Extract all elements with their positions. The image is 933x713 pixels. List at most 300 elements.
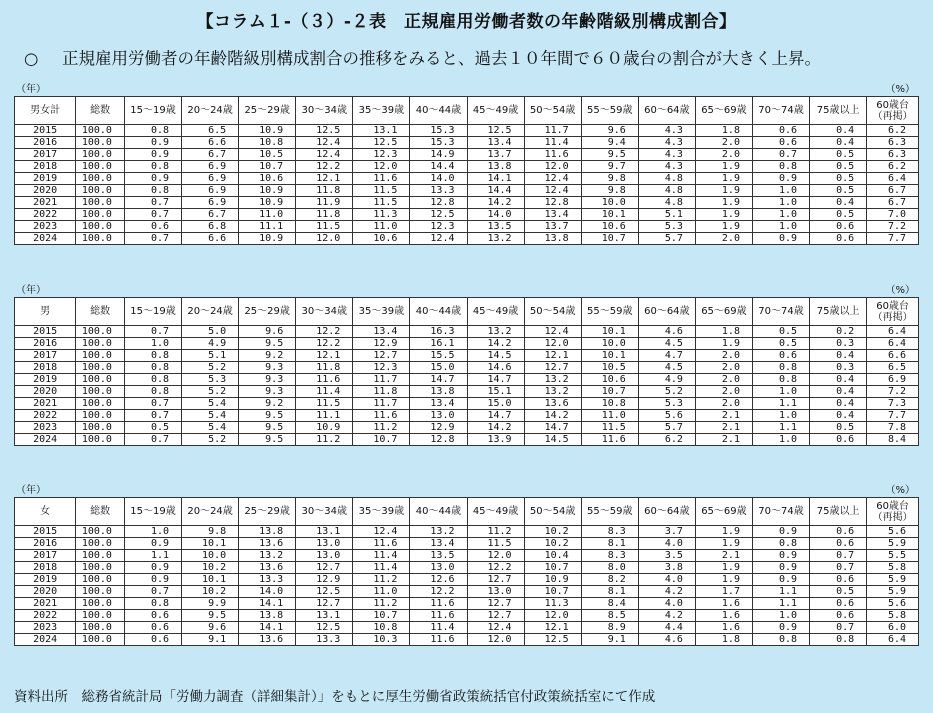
value-cell: 11.4: [353, 562, 410, 574]
value-cell: 6.5: [867, 362, 919, 374]
value-cell: 12.0: [524, 161, 581, 173]
value-cell: 11.4: [353, 550, 410, 562]
value-cell: 9.7: [581, 161, 638, 173]
value-cell: 11.6: [410, 610, 467, 622]
value-cell: 8.9: [581, 622, 638, 634]
value-cell: 0.4: [810, 197, 867, 209]
value-cell: 0.7: [124, 197, 181, 209]
value-cell: 11.5: [296, 398, 353, 410]
value-cell: 13.0: [296, 550, 353, 562]
value-cell: 5.2: [638, 386, 695, 398]
header-age: 20～24歳: [182, 298, 239, 326]
year-cell: 2020: [15, 386, 76, 398]
value-cell: 5.2: [182, 386, 239, 398]
value-cell: 0.8: [752, 634, 809, 646]
value-cell: 1.0: [752, 386, 809, 398]
header-age: 15～19歳: [124, 97, 181, 125]
value-cell: 10.5: [581, 362, 638, 374]
value-cell: 12.5: [410, 209, 467, 221]
unit-row: [14, 485, 919, 497]
value-cell: 0.9: [752, 550, 809, 562]
value-cell: 5.6: [867, 598, 919, 610]
value-cell: 12.4: [296, 149, 353, 161]
value-cell: 4.3: [638, 161, 695, 173]
table-female: [14, 497, 919, 646]
header-age: 15～19歳: [124, 298, 181, 326]
header-age: 25～29歳: [239, 298, 296, 326]
header-age: 70～74歳: [752, 298, 809, 326]
value-cell: 10.8: [239, 137, 296, 149]
value-cell: 0.6: [752, 350, 809, 362]
value-cell: 1.6: [695, 598, 752, 610]
value-cell: 13.1: [296, 526, 353, 538]
value-cell: 0.7: [124, 586, 181, 598]
value-cell: 4.6: [638, 634, 695, 646]
value-cell: 11.4: [296, 386, 353, 398]
value-cell: 10.8: [581, 398, 638, 410]
header-age: 60～64歳: [638, 498, 695, 526]
value-cell: 0.4: [810, 386, 867, 398]
table-row: [15, 634, 919, 646]
header-age: 25～29歳: [239, 97, 296, 125]
value-cell: 7.3: [867, 398, 919, 410]
value-cell: 0.6: [810, 221, 867, 233]
value-cell: 0.7: [124, 233, 181, 245]
value-cell: 12.5: [296, 586, 353, 598]
header-sixties-line2: （再掲）: [872, 511, 913, 523]
value-cell: 12.5: [353, 137, 410, 149]
value-cell: 6.9: [867, 374, 919, 386]
value-cell: 0.6: [124, 221, 181, 233]
value-cell: 10.9: [524, 574, 581, 586]
header-row: [15, 498, 919, 526]
value-cell: 0.7: [124, 410, 181, 422]
table-row: [15, 338, 919, 350]
value-cell: 10.9: [296, 422, 353, 434]
value-cell: 13.0: [410, 410, 467, 422]
value-cell: 12.9: [296, 574, 353, 586]
value-cell: 6.8: [182, 221, 239, 233]
value-cell: 11.8: [296, 209, 353, 221]
value-cell: 1.1: [752, 586, 809, 598]
value-cell: 0.9: [124, 562, 181, 574]
value-cell: 3.5: [638, 550, 695, 562]
value-cell: 100.0: [76, 622, 125, 634]
value-cell: 10.7: [581, 233, 638, 245]
year-cell: 2024: [15, 233, 76, 245]
header-age: 50～54歳: [524, 97, 581, 125]
value-cell: 0.5: [810, 209, 867, 221]
value-cell: 12.9: [410, 422, 467, 434]
header-age: 55～59歳: [581, 498, 638, 526]
value-cell: 6.6: [182, 137, 239, 149]
value-cell: 10.1: [581, 350, 638, 362]
value-cell: 13.0: [296, 538, 353, 550]
table-row: [15, 598, 919, 610]
header-age: 30～34歳: [296, 498, 353, 526]
table-row: [15, 422, 919, 434]
value-cell: 1.9: [695, 574, 752, 586]
value-cell: 9.4: [581, 137, 638, 149]
value-cell: 5.5: [867, 550, 919, 562]
value-cell: 1.0: [124, 338, 181, 350]
table-row: [15, 125, 919, 137]
value-cell: 6.3: [867, 137, 919, 149]
value-cell: 100.0: [76, 610, 125, 622]
value-cell: 11.6: [581, 434, 638, 446]
value-cell: 5.2: [182, 434, 239, 446]
value-cell: 7.7: [867, 233, 919, 245]
value-cell: 2.1: [695, 410, 752, 422]
value-cell: 100.0: [76, 209, 125, 221]
value-cell: 12.6: [410, 574, 467, 586]
value-cell: 12.5: [467, 125, 524, 137]
value-cell: 13.2: [524, 386, 581, 398]
value-cell: 10.6: [353, 233, 410, 245]
value-cell: 0.4: [810, 350, 867, 362]
value-cell: 12.5: [296, 622, 353, 634]
value-cell: 4.3: [638, 137, 695, 149]
value-cell: 12.5: [524, 634, 581, 646]
header-total: 総数: [76, 498, 125, 526]
value-cell: 1.0: [124, 526, 181, 538]
value-cell: 100.0: [76, 526, 125, 538]
value-cell: 0.4: [810, 374, 867, 386]
value-cell: 8.5: [581, 610, 638, 622]
year-cell: 2019: [15, 574, 76, 586]
value-cell: 5.8: [867, 610, 919, 622]
table-row: [15, 149, 919, 161]
value-cell: 11.6: [353, 410, 410, 422]
value-cell: 6.6: [867, 350, 919, 362]
value-cell: 3.7: [638, 526, 695, 538]
year-cell: 2024: [15, 434, 76, 446]
value-cell: 9.6: [239, 326, 296, 338]
value-cell: 11.3: [353, 209, 410, 221]
value-cell: 13.2: [239, 550, 296, 562]
value-cell: 11.6: [410, 598, 467, 610]
value-cell: 12.7: [467, 598, 524, 610]
value-cell: 4.9: [638, 374, 695, 386]
value-cell: 0.6: [810, 233, 867, 245]
value-cell: 11.5: [296, 221, 353, 233]
value-cell: 0.6: [810, 434, 867, 446]
value-cell: 4.5: [638, 338, 695, 350]
year-cell: 2023: [15, 622, 76, 634]
value-cell: 11.6: [353, 538, 410, 550]
value-cell: 10.1: [581, 326, 638, 338]
value-cell: 12.2: [467, 562, 524, 574]
value-cell: 10.7: [353, 434, 410, 446]
header-age: 55～59歳: [581, 97, 638, 125]
value-cell: 100.0: [76, 233, 125, 245]
value-cell: 5.9: [867, 586, 919, 598]
value-cell: 15.3: [410, 125, 467, 137]
value-cell: 11.6: [296, 374, 353, 386]
table-row: [15, 326, 919, 338]
header-sixties-line1: 60歳台: [876, 300, 909, 312]
value-cell: 14.7: [467, 410, 524, 422]
value-cell: 5.2: [182, 362, 239, 374]
value-cell: 10.2: [524, 526, 581, 538]
header-age: 40～44歳: [410, 97, 467, 125]
value-cell: 13.4: [410, 538, 467, 550]
header-age: 35～39歳: [353, 498, 410, 526]
value-cell: 1.6: [695, 610, 752, 622]
value-cell: 0.7: [810, 550, 867, 562]
year-cell: 2024: [15, 634, 76, 646]
value-cell: 13.8: [467, 161, 524, 173]
value-cell: 9.8: [182, 526, 239, 538]
header-age: 35～39歳: [353, 97, 410, 125]
table-row: [15, 374, 919, 386]
value-cell: 13.0: [467, 586, 524, 598]
value-cell: 0.9: [124, 173, 181, 185]
value-cell: 8.0: [581, 562, 638, 574]
value-cell: 14.2: [467, 197, 524, 209]
value-cell: 6.2: [638, 434, 695, 446]
value-cell: 4.2: [638, 586, 695, 598]
value-cell: 13.8: [239, 610, 296, 622]
table-row: [15, 538, 919, 550]
value-cell: 0.2: [810, 326, 867, 338]
value-cell: 10.2: [182, 562, 239, 574]
value-cell: 1.9: [695, 173, 752, 185]
year-cell: 2020: [15, 185, 76, 197]
value-cell: 100.0: [76, 125, 125, 137]
value-cell: 13.8: [239, 526, 296, 538]
table-block-total: [14, 84, 919, 245]
value-cell: 14.5: [467, 350, 524, 362]
value-cell: 100.0: [76, 422, 125, 434]
value-cell: 1.9: [695, 538, 752, 550]
value-cell: 10.1: [182, 538, 239, 550]
table-row: [15, 137, 919, 149]
source-note: 資料出所 総務省統計局「労働力調査（詳細集計）」をもとに厚生労働省政策統括官付政策統括室にて作成: [14, 689, 656, 705]
value-cell: 11.7: [353, 374, 410, 386]
value-cell: 12.8: [410, 434, 467, 446]
value-cell: 13.1: [296, 610, 353, 622]
group-label: 女: [15, 498, 76, 526]
value-cell: 14.1: [239, 598, 296, 610]
header-age: 75歳以上: [810, 97, 867, 125]
value-cell: 1.0: [752, 410, 809, 422]
value-cell: 6.5: [182, 125, 239, 137]
header-age: 45～49歳: [467, 498, 524, 526]
value-cell: 1.1: [752, 422, 809, 434]
value-cell: 5.1: [638, 209, 695, 221]
value-cell: 15.1: [467, 386, 524, 398]
table-row: [15, 410, 919, 422]
value-cell: 11.2: [467, 526, 524, 538]
value-cell: 10.7: [524, 586, 581, 598]
value-cell: 4.0: [638, 538, 695, 550]
value-cell: 1.1: [752, 598, 809, 610]
value-cell: 13.4: [410, 398, 467, 410]
value-cell: 100.0: [76, 562, 125, 574]
value-cell: 8.2: [581, 574, 638, 586]
value-cell: 10.3: [353, 634, 410, 646]
value-cell: 6.2: [867, 161, 919, 173]
header-row: [15, 97, 919, 125]
value-cell: 5.9: [867, 538, 919, 550]
value-cell: 0.8: [124, 598, 181, 610]
value-cell: 0.7: [124, 398, 181, 410]
value-cell: 13.2: [524, 374, 581, 386]
value-cell: 12.4: [410, 233, 467, 245]
value-cell: 12.0: [524, 338, 581, 350]
value-cell: 13.5: [467, 221, 524, 233]
value-cell: 0.8: [124, 362, 181, 374]
value-cell: 0.6: [810, 610, 867, 622]
value-cell: 9.5: [239, 410, 296, 422]
value-cell: 14.1: [239, 622, 296, 634]
table-block-female: [14, 485, 919, 646]
value-cell: 9.3: [239, 374, 296, 386]
value-cell: 9.5: [239, 338, 296, 350]
value-cell: 13.2: [410, 526, 467, 538]
value-cell: 13.5: [410, 550, 467, 562]
value-cell: 11.2: [353, 598, 410, 610]
value-cell: 100.0: [76, 221, 125, 233]
value-cell: 100.0: [76, 386, 125, 398]
value-cell: 0.9: [752, 562, 809, 574]
value-cell: 11.1: [239, 221, 296, 233]
header-age: 45～49歳: [467, 97, 524, 125]
value-cell: 0.6: [124, 622, 181, 634]
value-cell: 6.7: [867, 197, 919, 209]
value-cell: 0.7: [124, 209, 181, 221]
value-cell: 13.6: [524, 398, 581, 410]
value-cell: 6.9: [182, 173, 239, 185]
value-cell: 0.8: [124, 374, 181, 386]
header-age: 55～59歳: [581, 298, 638, 326]
value-cell: 15.5: [410, 350, 467, 362]
value-cell: 11.9: [296, 197, 353, 209]
value-cell: 2.0: [695, 350, 752, 362]
value-cell: 0.7: [124, 326, 181, 338]
value-cell: 11.3: [524, 598, 581, 610]
value-cell: 9.5: [581, 149, 638, 161]
header-sixties-line1: 60歳台: [876, 99, 909, 111]
value-cell: 9.3: [239, 386, 296, 398]
value-cell: 12.8: [410, 197, 467, 209]
value-cell: 13.7: [467, 149, 524, 161]
value-cell: 0.7: [810, 622, 867, 634]
value-cell: 0.4: [810, 125, 867, 137]
value-cell: 12.0: [467, 550, 524, 562]
value-cell: 0.5: [124, 422, 181, 434]
value-cell: 7.8: [867, 422, 919, 434]
value-cell: 15.3: [410, 137, 467, 149]
value-cell: 0.9: [124, 149, 181, 161]
value-cell: 10.7: [239, 161, 296, 173]
value-cell: 10.9: [239, 233, 296, 245]
value-cell: 12.0: [296, 233, 353, 245]
value-cell: 11.5: [353, 185, 410, 197]
value-cell: 10.6: [581, 374, 638, 386]
value-cell: 8.1: [581, 538, 638, 550]
value-cell: 10.9: [239, 125, 296, 137]
year-cell: 2018: [15, 161, 76, 173]
value-cell: 1.0: [752, 434, 809, 446]
value-cell: 6.7: [182, 149, 239, 161]
value-cell: 9.3: [239, 362, 296, 374]
value-cell: 13.2: [467, 326, 524, 338]
value-cell: 15.0: [410, 362, 467, 374]
value-cell: 100.0: [76, 362, 125, 374]
value-cell: 1.0: [752, 221, 809, 233]
unit-row: [14, 285, 919, 297]
table-row: [15, 197, 919, 209]
year-cell: 2022: [15, 610, 76, 622]
value-cell: 14.4: [410, 161, 467, 173]
year-cell: 2019: [15, 374, 76, 386]
value-cell: 100.0: [76, 374, 125, 386]
value-cell: 1.0: [752, 209, 809, 221]
value-cell: 0.9: [752, 574, 809, 586]
value-cell: 14.7: [410, 374, 467, 386]
value-cell: 13.4: [467, 137, 524, 149]
value-cell: 1.6: [695, 622, 752, 634]
value-cell: 5.1: [182, 350, 239, 362]
header-sixties: [867, 498, 919, 526]
value-cell: 5.9: [867, 574, 919, 586]
table-row: [15, 221, 919, 233]
value-cell: 14.0: [239, 586, 296, 598]
value-cell: 100.0: [76, 586, 125, 598]
value-cell: 7.0: [867, 209, 919, 221]
value-cell: 0.8: [124, 185, 181, 197]
value-cell: 7.7: [867, 410, 919, 422]
value-cell: 4.7: [638, 350, 695, 362]
value-cell: 14.7: [467, 374, 524, 386]
header-age: 20～24歳: [182, 97, 239, 125]
table-row: [15, 434, 919, 446]
value-cell: 12.4: [524, 173, 581, 185]
value-cell: 10.7: [353, 610, 410, 622]
value-cell: 2.1: [695, 422, 752, 434]
value-cell: 14.2: [524, 410, 581, 422]
value-cell: 11.2: [353, 574, 410, 586]
value-cell: 1.8: [695, 125, 752, 137]
value-cell: 5.0: [182, 326, 239, 338]
value-cell: 6.0: [867, 622, 919, 634]
table-row: [15, 185, 919, 197]
value-cell: 11.7: [353, 398, 410, 410]
value-cell: 1.7: [695, 586, 752, 598]
value-cell: 0.9: [752, 526, 809, 538]
year-cell: 2016: [15, 137, 76, 149]
value-cell: 2.0: [695, 398, 752, 410]
year-cell: 2021: [15, 197, 76, 209]
value-cell: 12.3: [410, 221, 467, 233]
year-cell: 2015: [15, 125, 76, 137]
value-cell: 11.4: [410, 622, 467, 634]
value-cell: 4.9: [182, 338, 239, 350]
value-cell: 0.7: [810, 562, 867, 574]
year-cell: 2022: [15, 410, 76, 422]
value-cell: 10.9: [239, 197, 296, 209]
value-cell: 0.5: [752, 338, 809, 350]
value-cell: 0.5: [810, 173, 867, 185]
value-cell: 5.4: [182, 422, 239, 434]
table-row: [15, 398, 919, 410]
header-age: 25～29歳: [239, 498, 296, 526]
value-cell: 0.5: [810, 161, 867, 173]
value-cell: 12.0: [353, 161, 410, 173]
value-cell: 6.7: [867, 185, 919, 197]
